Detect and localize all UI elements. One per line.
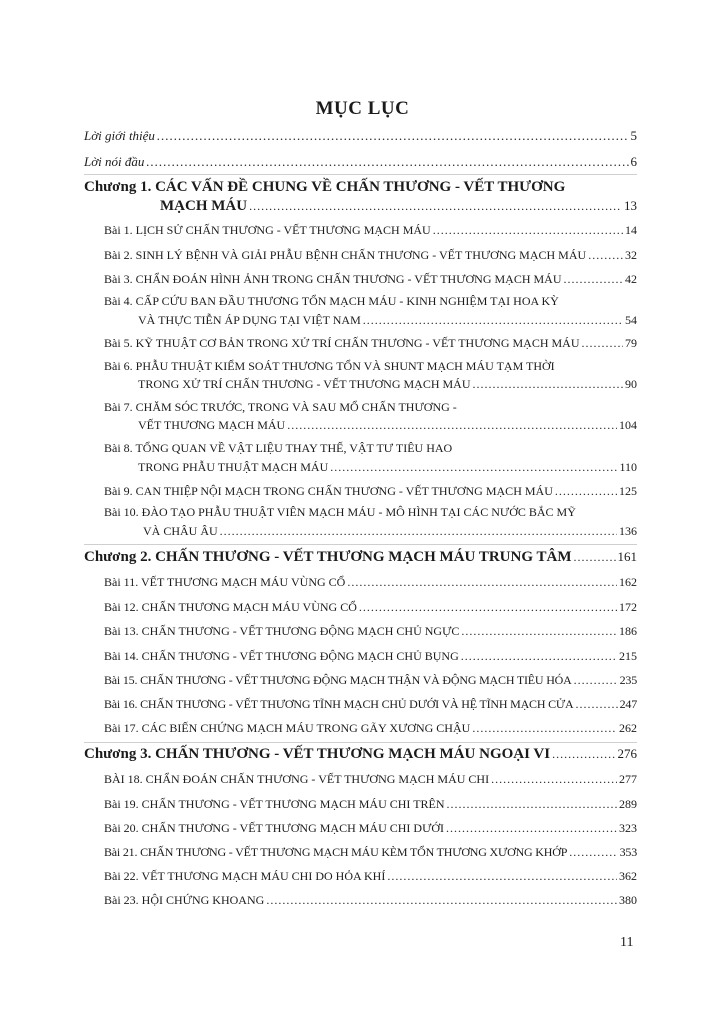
entry-text: Bài 12. CHẤN THƯƠNG MẠCH MÁU VÙNG CỔ: [104, 600, 357, 614]
divider: [84, 174, 637, 175]
entry-page: 14: [625, 223, 637, 237]
entry-text: Bài 11. VẾT THƯƠNG MẠCH MÁU VÙNG CỔ: [104, 575, 346, 589]
entry-text: Bài 9. CAN THIỆP NỘI MẠCH TRONG CHẤN THƯƠNG - VẾT THƯƠNG MẠCH MÁU: [104, 484, 553, 498]
entry-text: VẾT THƯƠNG MẠCH MÁU: [138, 418, 286, 432]
toc-entry-lesson: [138, 377, 637, 392]
entry-page: 79: [625, 336, 637, 350]
entry-text: TRONG XỬ TRÍ CHẤN THƯƠNG - VẾT THƯƠNG MẠCH MÁU: [138, 377, 471, 391]
entry-page: 276: [617, 746, 637, 761]
entry-text: Bài 20. CHẤN THƯƠNG - VẾT THƯƠNG MẠCH MÁU CHI DƯỚI: [104, 821, 445, 835]
entry-text: Bài 21. CHẤN THƯƠNG - VẾT THƯƠNG MẠCH MÁU KÈM TỔN THƯƠNG XƯƠNG KHỚP: [104, 845, 568, 859]
lesson-title-line: Bài 7. CHĂM SÓC TRƯỚC, TRONG VÀ SAU MỔ CHẤN THƯƠNG -: [104, 400, 457, 414]
entry-page: 247: [619, 697, 637, 711]
entry-page: 161: [617, 549, 637, 564]
toc-entry-lesson: [104, 772, 637, 787]
entry-text: Bài 5. KỸ THUẬT CƠ BẢN TRONG XỬ TRÍ CHẤN THƯƠNG - VẾT THƯƠNG MẠCH MÁU: [104, 336, 580, 350]
toc-entry-lesson: [104, 797, 637, 812]
entry-page: 104: [619, 418, 637, 432]
toc-entry-lesson: [104, 624, 637, 639]
entry-page: 42: [625, 272, 637, 286]
entry-page: 54: [625, 313, 637, 327]
entry-text: Bài 14. CHẤN THƯƠNG - VẾT THƯƠNG ĐỘNG MẠCH CHỦ BỤNG: [104, 649, 459, 663]
entry-text: Lời giới thiệu: [84, 128, 155, 143]
toc-entry-lesson: [138, 418, 637, 433]
entry-page: 289: [619, 797, 637, 811]
toc-entry-lesson: [104, 673, 637, 688]
toc-entry-lesson: [104, 893, 637, 908]
entry-text: BÀI 18. CHẨN ĐOÁN CHẤN THƯƠNG - VẾT THƯƠNG MẠCH MÁU CHI: [104, 772, 490, 786]
entry-page: 125: [619, 484, 637, 498]
page-number: 11: [620, 935, 634, 950]
entry-page: 262: [619, 721, 637, 735]
toc-entry-lesson: [138, 313, 637, 328]
entry-page: 235: [619, 673, 637, 687]
toc-entry-preface: [84, 154, 637, 170]
entry-text: Bài 16. CHẤN THƯƠNG - VẾT THƯƠNG TĨNH MẠCH CHỦ DƯỚI VÀ HỆ TĨNH MẠCH CỬA: [104, 697, 574, 711]
page-title: MỤC LỤC: [315, 98, 410, 119]
toc-entry-lesson: [104, 697, 637, 712]
entry-text: Bài 17. CÁC BIẾN CHỨNG MẠCH MÁU TRONG GÃY XƯƠNG CHẬU: [104, 721, 471, 735]
lesson-title-line: Bài 10. ĐÀO TẠO PHẪU THUẬT VIÊN MẠCH MÁU - MÔ HÌNH TẠI CÁC NƯỚC BẮC MỸ: [104, 505, 576, 519]
divider: [84, 742, 637, 743]
toc-entry-lesson: [104, 845, 637, 860]
entry-page: 32: [625, 248, 637, 262]
toc-entry-lesson: [104, 336, 637, 351]
lesson-title-line: Bài 8. TỔNG QUAN VỀ VẬT LIỆU THAY THẾ, VẬT TƯ TIÊU HAO: [104, 441, 453, 455]
toc-entry-lesson: [104, 649, 637, 664]
toc-entry-lesson: [104, 575, 637, 590]
entry-text: Chương 3. CHẤN THƯƠNG - VẾT THƯƠNG MẠCH MÁU NGOẠI VI: [84, 746, 551, 762]
entry-text: Bài 3. CHẨN ĐOÁN HÌNH ẢNH TRONG CHẤN THƯƠNG - VẾT THƯƠNG MẠCH MÁU: [104, 272, 562, 286]
entry-page: 172: [619, 600, 637, 614]
entry-page: 13: [624, 198, 637, 213]
lesson-title-line: Bài 6. PHẪU THUẬT KIỂM SOÁT THƯƠNG TỔN VÀ SHUNT MẠCH MÁU TẠM THỜI: [104, 359, 555, 373]
toc-entry-lesson: [138, 460, 637, 475]
toc-entry-chapter-2: [84, 549, 637, 566]
entry-page: 6: [630, 154, 637, 169]
entry-text: VÀ CHÂU ÂU: [143, 524, 218, 538]
entry-page: 362: [619, 869, 637, 883]
entry-page: 277: [619, 772, 637, 786]
entry-text: Bài 22. VẾT THƯƠNG MẠCH MÁU CHI DO HỎA KHÍ: [104, 869, 386, 883]
entry-text: Bài 23. HỘI CHỨNG KHOANG: [104, 893, 265, 907]
toc-entry-lesson: [104, 869, 637, 884]
divider: [84, 544, 637, 545]
entry-text: VÀ THỰC TIỄN ÁP DỤNG TẠI VIỆT NAM: [138, 313, 361, 327]
chapter-title-line: Chương 1. CÁC VẤN ĐỀ CHUNG VỀ CHẤN THƯƠNG - VẾT THƯƠNG: [84, 179, 566, 195]
toc-entry-lesson: [104, 721, 637, 736]
entry-text: Lời nói đầu: [84, 154, 145, 169]
entry-page: 353: [619, 845, 637, 859]
entry-page: 215: [619, 649, 637, 663]
entry-text: Bài 13. CHẤN THƯƠNG - VẾT THƯƠNG ĐỘNG MẠCH CHỦ NGỰC: [104, 624, 460, 638]
toc-entry-lesson: [104, 248, 637, 263]
toc-entry-lesson: [104, 272, 637, 287]
entry-text: MẠCH MÁU: [160, 198, 248, 214]
toc-entry-chapter-1: [160, 198, 637, 215]
lesson-title-line: Bài 4. CẤP CỨU BAN ĐẦU THƯƠNG TỔN MẠCH MÁU - KINH NGHIỆM TẠI HOA KỲ: [104, 294, 559, 308]
entry-page: 5: [630, 128, 637, 143]
toc-entry-lesson: [143, 524, 637, 539]
toc-entry-lesson: [104, 821, 637, 836]
entry-text: Bài 1. LỊCH SỬ CHẤN THƯƠNG - VẾT THƯƠNG MẠCH MÁU: [104, 223, 431, 237]
toc-entry-lesson: [104, 600, 637, 615]
entry-text: Chương 2. CHẤN THƯƠNG - VẾT THƯƠNG MẠCH MÁU TRUNG TÂM: [84, 549, 572, 565]
toc-entry-intro: [84, 128, 637, 144]
entry-text: TRONG PHẪU THUẬT MẠCH MÁU: [138, 460, 329, 474]
entry-page: 186: [619, 624, 637, 638]
entry-page: 162: [619, 575, 637, 589]
toc-entry-chapter-3: [84, 746, 637, 763]
entry-page: 323: [619, 821, 637, 835]
entry-text: Bài 15. CHẤN THƯƠNG - VẾT THƯƠNG ĐỘNG MẠCH THẬN VÀ ĐỘNG MẠCH TIÊU HÓA: [104, 673, 572, 687]
toc-entry-lesson: [104, 223, 637, 238]
entry-text: Bài 2. SINH LÝ BỆNH VÀ GIẢI PHẪU BỆNH CHẤN THƯƠNG - VẾT THƯƠNG MẠCH MÁU: [104, 248, 587, 262]
toc-entry-lesson: [104, 484, 637, 499]
entry-text: Bài 19. CHẤN THƯƠNG - VẾT THƯƠNG MẠCH MÁU CHI TRÊN: [104, 797, 445, 811]
entry-page: 110: [619, 460, 637, 474]
entry-page: 90: [625, 377, 637, 391]
entry-page: 136: [619, 524, 637, 538]
entry-page: 380: [619, 893, 637, 907]
